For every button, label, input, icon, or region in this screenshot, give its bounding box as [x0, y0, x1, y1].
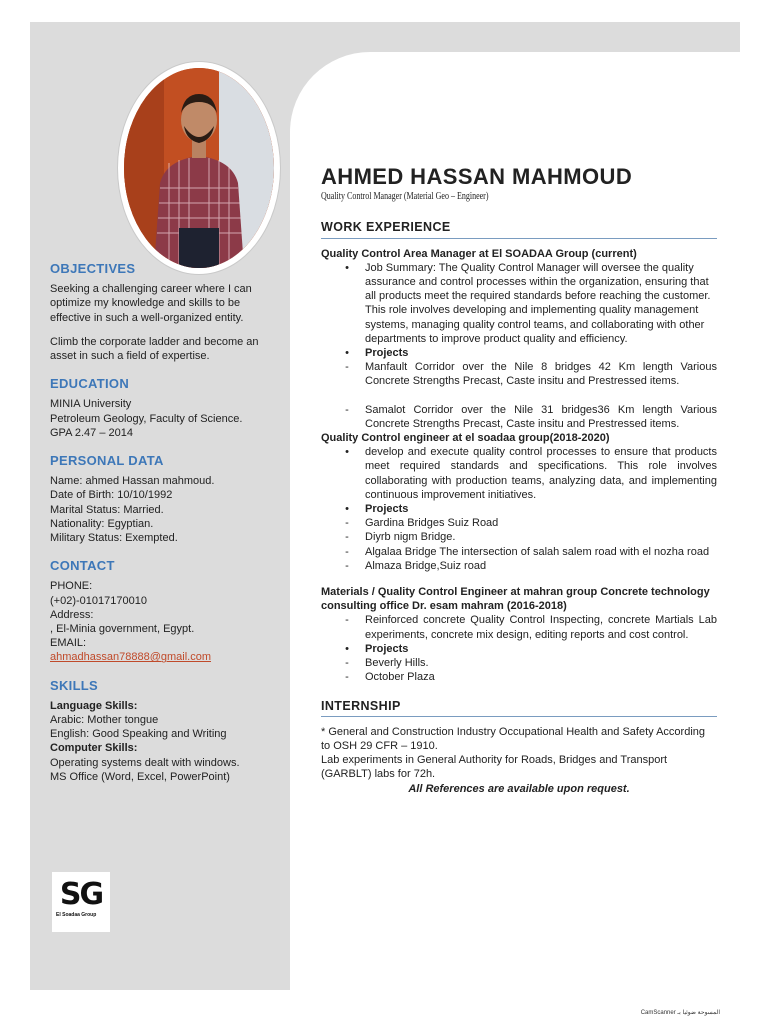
projects-label: Projects — [365, 642, 409, 655]
list-item: • develop and execute quality control processes to ensure that products meet required standards and specifications. This role involves collaborating with production teams, analyzing data, and implementing continuous improvement initiatives. — [345, 446, 717, 501]
education-section — [50, 377, 280, 440]
objectives-section — [50, 262, 280, 363]
internship-line: * General and Construction Industry Occupational Health and Safety According to OSH 29 CFR – 1910. — [321, 725, 706, 752]
computer-skills-heading: Computer Skills: — [50, 742, 138, 755]
project-item: Samalot Corridor over the Nile 31 bridges36 Km length Various Concrete Strengths Precast, Caste insitu and Prestressed items. — [365, 403, 717, 430]
job-title: Quality Control engineer at el soadaa group(2018-2020) — [321, 432, 610, 445]
computer-skill: Operating systems dealt with windows. — [50, 756, 240, 769]
company-logo — [52, 872, 110, 932]
project-item: Gardina Bridges Suiz Road — [365, 517, 499, 530]
personal-line: Marital Status: Married. — [50, 503, 164, 516]
language-skill: Arabic: Mother tongue — [50, 714, 159, 727]
contact-line: PHONE: — [50, 580, 93, 593]
logo-letters: SG — [59, 877, 103, 912]
list-item: • Job Summary: The Quality Control Manager will oversee the quality assurance and control processes within the organization, ensuring that all products meet the required standards before reaching the customer. This role involves developing and implementing quality management systems, managing quality control teams, and collaborating with other departments to improve product quality and efficiency. — [345, 261, 711, 345]
computer-skill: MS Office (Word, Excel, PowerPoint) — [50, 770, 230, 783]
internship-heading: INTERNSHIP — [321, 699, 717, 717]
skills-heading: SKILLS — [50, 677, 99, 693]
job-title: Materials / Quality Control Engineer at mahran group Concrete technology consulting office Dr. esam mahram (2016-2018) — [321, 586, 710, 613]
language-skill: English: Good Speaking and Writing — [50, 728, 227, 741]
list-item: - Samalot Corridor over the Nile 31 bridges36 Km length Various Concrete Strengths Precast, Caste insitu and Prestressed items. — [345, 403, 717, 430]
logo-caption: El Soadaa Group — [56, 912, 97, 918]
sidebar — [50, 262, 280, 798]
internship-line: Lab experiments in General Authority for Roads, Bridges and Transport (GARBLT) labs for 72h. — [321, 754, 668, 781]
education-line: Petroleum Geology, Faculty of Science. — [50, 412, 243, 425]
personal-line: Military Status: Exempted. — [50, 532, 178, 545]
project-item: October Plaza — [365, 671, 435, 684]
personal-line: Date of Birth: 10/10/1992 — [50, 489, 173, 502]
contact-line: , El-Minia government, Egypt. — [50, 623, 195, 636]
email-link[interactable]: ahmadhassan78888@gmail.com — [50, 651, 211, 664]
list-item: • Projects — [345, 503, 409, 516]
profile-photo-image — [124, 68, 274, 268]
project-item: Almaza Bridge,Suiz road — [365, 559, 487, 572]
objectives-text-2: Climb the corporate ladder and become an asset in such a field of expertise. — [50, 335, 259, 363]
list-item: • Projects — [345, 347, 409, 360]
list-item: - Algalaa Bridge The intersection of salah salem road with el nozha road — [345, 545, 710, 558]
project-item: Manfault Corridor over the Nile 8 bridges 42 Km length Various Concrete Strengths Precast, Caste insitu and Prestressed items. — [365, 361, 717, 388]
contact-section — [50, 559, 280, 664]
profile-photo — [118, 62, 280, 274]
list-item: - Manfault Corridor over the Nile 8 bridges 42 Km length Various Concrete Strengths Precast, Caste insitu and Prestressed items. — [345, 361, 717, 388]
projects-label: Projects — [365, 503, 409, 516]
job-summary: Reinforced concrete Quality Control Inspecting, concrete Martials Lab experiments, concrete mix design, editing reports and cost control. — [365, 614, 717, 641]
job-subtitle: Quality Control Manager (Material Geo – Engineer) — [321, 191, 489, 203]
candidate-name: AHMED HASSAN MAHMOUD — [321, 164, 633, 189]
references-note: All References are available upon request. — [408, 782, 630, 795]
list-item: • Projects — [345, 642, 409, 655]
objectives-text-1: Seeking a challenging career where I can optimize my knowledge and skills to be effective in such a well-organized entity. — [50, 283, 252, 324]
education-heading: EDUCATION — [50, 376, 130, 392]
list-item: - October Plaza — [345, 671, 435, 684]
contact-heading: CONTACT — [50, 558, 115, 574]
contact-line: (+02)-01017170010 — [50, 594, 147, 607]
main-content — [321, 164, 717, 796]
job-summary: Job Summary: The Quality Control Manager will oversee the quality assurance and control processes within the organization, ensuring that all products meet the required standards before reaching the customer. This role involves developing and implementing quality management systems, managing quality control teams, and collaborating with other departments to improve product quality and efficiency. — [365, 261, 711, 345]
personal-line: Nationality: Egyptian. — [50, 517, 154, 530]
list-item: - Gardina Bridges Suiz Road — [345, 517, 499, 530]
spacer — [321, 389, 717, 403]
scanner-watermark: CamScanner المسوحة ضوئيا بـ — [640, 1010, 720, 1016]
language-skills-heading: Language Skills: — [50, 699, 138, 712]
list-item: - Reinforced concrete Quality Control Inspecting, concrete Martials Lab experiments, concrete mix design, editing reports and cost control. — [345, 614, 717, 641]
skills-section — [50, 679, 280, 784]
project-item: Algalaa Bridge The intersection of salah salem road with el nozha road — [365, 545, 710, 558]
personal-line: Name: ahmed Hassan mahmoud. — [50, 475, 215, 488]
job-details — [321, 261, 717, 431]
contact-line: EMAIL: — [50, 637, 87, 650]
objectives-heading: OBJECTIVES — [50, 261, 136, 276]
project-item: Beverly Hills. — [365, 657, 429, 670]
education-line: GPA 2.47 – 2014 — [50, 426, 133, 439]
personal-data-heading: PERSONAL DATA — [50, 453, 164, 469]
projects-label: Projects — [365, 347, 409, 360]
project-item: Diyrb nigm Bridge. — [365, 531, 456, 544]
list-item: - Almaza Bridge,Suiz road — [345, 559, 487, 572]
job-details — [321, 613, 717, 684]
job-details — [321, 445, 717, 573]
personal-data-section — [50, 454, 280, 545]
education-line: MINIA University — [50, 398, 132, 411]
work-experience-heading: WORK EXPERIENCE — [321, 220, 717, 238]
contact-line: Address: — [50, 608, 94, 621]
job-summary: develop and execute quality control processes to ensure that products meet required standards and specifications. This role involves collaborating with production teams, analyzing data, and implementing continuous improvement initiatives. — [365, 446, 717, 501]
job-title: Quality Control Area Manager at El SOADAA Group (current) — [321, 247, 637, 260]
list-item: - Diyrb nigm Bridge. — [345, 531, 456, 544]
list-item: - Beverly Hills. — [345, 657, 429, 670]
